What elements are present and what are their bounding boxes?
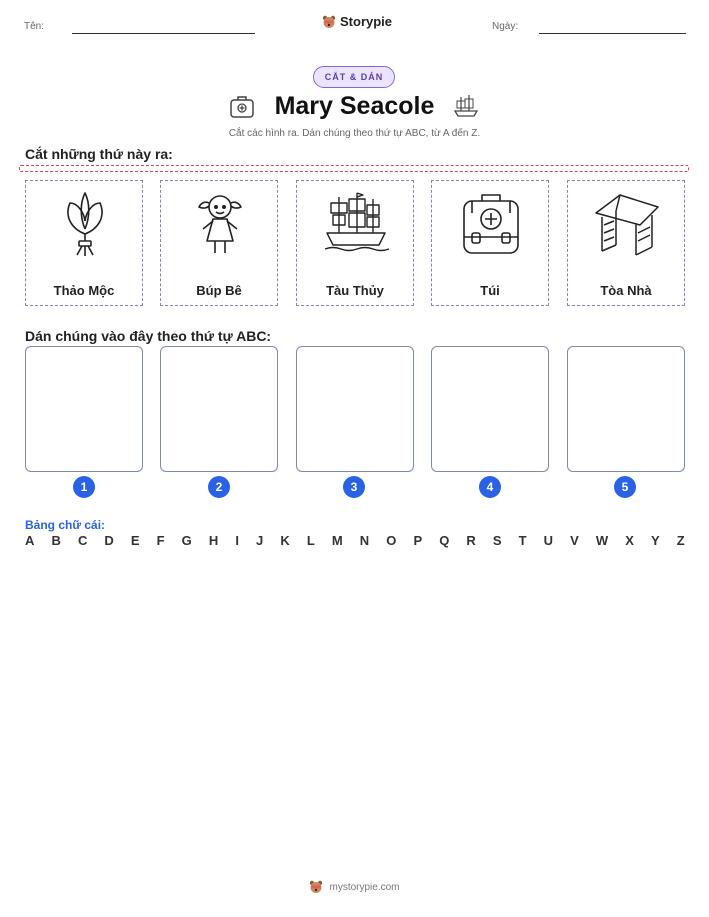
alphabet-heading: Bảng chữ cái:: [25, 518, 106, 532]
order-number-1: 1: [73, 476, 95, 498]
paste-box-2[interactable]: [160, 346, 278, 472]
date-label: Ngày:: [492, 21, 519, 32]
alphabet-letter: Q: [439, 533, 450, 548]
bear-logo-icon: [322, 15, 336, 29]
footer: [0, 880, 709, 894]
alphabet-letter: A: [25, 533, 35, 548]
page-title: Mary Seacole: [274, 92, 435, 120]
order-number-3: 3: [343, 476, 365, 498]
cut-card-label: Tàu Thủy: [326, 283, 384, 298]
name-label: Tên:: [24, 21, 45, 32]
cut-card-doll[interactable]: [160, 180, 278, 306]
alphabet-letter: S: [492, 533, 502, 548]
cut-line: [19, 165, 689, 172]
herb-bundle-icon: [50, 189, 120, 259]
cut-card-herbs[interactable]: [25, 180, 143, 306]
doll-icon: [185, 189, 255, 259]
alphabet-letter: D: [104, 533, 114, 548]
alphabet-letter: L: [306, 533, 315, 548]
alphabet-letter: Y: [650, 533, 660, 548]
alphabet-letter: M: [331, 533, 343, 548]
ship-small-icon: [452, 92, 480, 120]
alphabet-letter: H: [208, 533, 219, 548]
order-number-4: 4: [479, 476, 501, 498]
paste-box-5[interactable]: [567, 346, 685, 472]
paste-box-4[interactable]: [431, 346, 549, 472]
cut-card-label: Búp Bê: [196, 283, 242, 298]
ship-icon: [321, 189, 391, 259]
alphabet-letter: W: [595, 533, 609, 548]
alphabet-letter: C: [77, 533, 88, 548]
name-line[interactable]: [72, 33, 255, 34]
paste-box-3[interactable]: [296, 346, 414, 472]
brand-name: Storypie: [340, 14, 393, 29]
alphabet-letter: R: [466, 533, 476, 548]
cut-card-bag[interactable]: [431, 180, 549, 306]
alphabet-letter: P: [413, 533, 423, 548]
alphabet-letter: F: [156, 533, 165, 548]
alphabet-letter: U: [543, 533, 554, 548]
cut-card-label: Tòa Nhà: [600, 283, 652, 298]
alphabet-letter: O: [386, 533, 397, 548]
alphabet-letter: T: [518, 533, 527, 548]
alphabet-letter: G: [181, 533, 192, 548]
cut-heading: Cắt những thứ này ra:: [25, 146, 173, 162]
order-number-2: 2: [208, 476, 230, 498]
cut-card-label: Thảo Mộc: [53, 283, 115, 298]
cut-card-building[interactable]: [567, 180, 685, 306]
alphabet-row: [25, 533, 685, 548]
alphabet-letter: B: [51, 533, 61, 548]
instructions: Cắt các hình ra. Dán chúng theo thứ tự ABC, từ A đến Z.: [228, 128, 481, 139]
alphabet-letter: K: [280, 533, 290, 548]
alphabet-letter: V: [570, 533, 579, 548]
alphabet-letter: E: [130, 533, 140, 548]
medical-bag-icon: [456, 189, 526, 259]
alphabet-letter: N: [359, 533, 370, 548]
brand-logo: [322, 14, 392, 29]
activity-badge: CẮT & DÁN: [313, 66, 395, 88]
bear-logo-icon: [309, 880, 323, 894]
alphabet-letter: X: [625, 533, 634, 548]
order-number-5: 5: [614, 476, 636, 498]
building-icon: [592, 189, 662, 259]
alphabet-letter: I: [235, 533, 239, 548]
date-line[interactable]: [539, 33, 686, 34]
cut-card-ship[interactable]: [296, 180, 414, 306]
alphabet-letter: Z: [676, 533, 685, 548]
alphabet-letter: J: [256, 533, 264, 548]
footer-site[interactable]: mystorypie.com: [329, 881, 400, 893]
paste-box-1[interactable]: [25, 346, 143, 472]
cut-card-label: Túi: [480, 283, 500, 298]
paste-heading: Dán chúng vào đây theo thứ tự ABC:: [25, 328, 272, 344]
